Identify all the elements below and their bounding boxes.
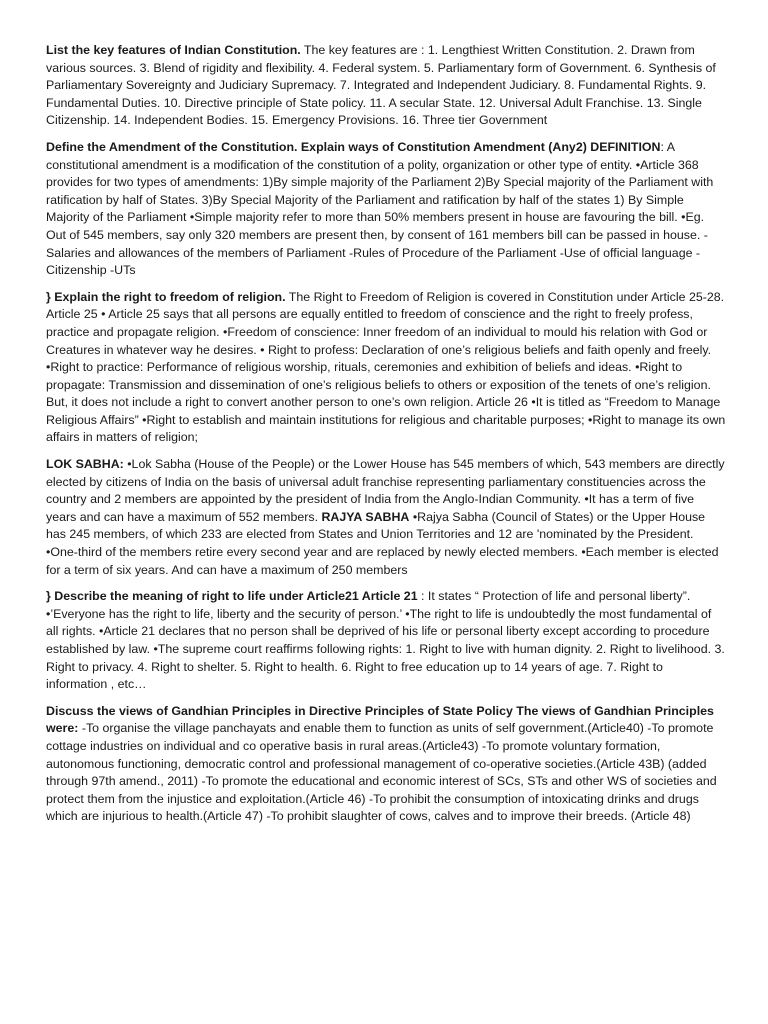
section-subheading: RAJYA SABHA xyxy=(321,509,410,524)
section-heading: Discuss the views of Gandhian Principles in Directive Principles of State Policy The views of Gandhian Principles were: xyxy=(46,703,714,736)
section-heading: } Explain the right to freedom of religion. xyxy=(46,289,286,304)
section-heading: LOK SABHA: xyxy=(46,457,124,472)
document-page xyxy=(46,42,726,835)
section-body: : A constitutional amendment is a modification of the constitution of a polity, organization or other type of entity. •Article 368 provides for two types of amendments: 1)By simple majority of the Parliament 2)By Special majority of the Parliament with ratification by half of States. 3)By Special Majority of the Parliament and ratification by half of the states 1) By Simple Majority of the Parliament •Simple majority refer to more than 50% members present in house are favouring the bill. •Eg. Out of 545 members, say only 320 members are present then, by consent of 161 members bill can be passed in house. -Salaries and allowances of the members of Parliament -Rules of Procedure of the Parliament -Use of official language -Citizenship -UTs xyxy=(46,139,714,278)
section-right-to-life xyxy=(46,588,726,694)
section-heading: Define the Amendment of the Constitution. Explain ways of Constitution Amendment (Any2) DEFINITION xyxy=(46,139,661,154)
section-body: The key features are : 1. Lengthiest Written Constitution. 2. Drawn from various sources. 3. Blend of rigidity and flexibility. 4. Federal system. 5. Parliamentary form of Government. 6. Synthesis of Parliamentary Sovereignty and Judiciary Supremacy. 7. Integrated and Independent Judiciary. 8. Fundamental Rights. 9. Fundamental Duties. 10. Directive principle of State policy. 11. A secular State. 12. Universal Adult Franchise. 13. Single Citizenship. 14. Independent Bodies. 15. Emergency Provisions. 16. Three tier Government xyxy=(46,43,716,128)
section-heading: List the key features of Indian Constitution. xyxy=(46,43,301,57)
section-body: The Right to Freedom of Religion is covered in Constitution under Article 25-28. Article 25 • Article 25 says that all persons are equally entitled to freedom of conscience and the right to freely profess, practice and propagate religion. •Freedom of conscience: Inner freedom of an individual to mould his relation with God or Creatures in whatever way he desires. • Right to profess: Declaration of one’s religious beliefs and faith openly and freely. •Right to practice: Performance of religious worship, rituals, ceremonies and exhibition of beliefs and ideas. •Right to propagate: Transmission and dissemination of one’s religious beliefs to others or exposition of the tenets of one’s religion. But, it does not include a right to convert another person to one’s own religion. Article 26 •It is titled as “Freedom to Manage Religious Affairs” •Right to establish and maintain institutions for religious and charitable purposes; •Right to manage its own affairs in matters of religion; xyxy=(46,289,726,445)
section-freedom-of-religion xyxy=(46,289,726,447)
section-body: •Lok Sabha (House of the People) or the Lower House has 545 members of which, 543 members are directly elected by citizens of India on the basis of universal adult franchise representing parliamentary constituencies across the country and 2 members are appointed by the president of India from the Anglo-Indian Community. •It has a term of five years and can have a maximum of 552 members. xyxy=(46,457,725,524)
section-lok-sabha-rajya-sabha xyxy=(46,456,726,579)
section-body: -To organise the village panchayats and enable them to function as units of self government.(Article40) -To promote cottage industries on individual and co operative basis in rural areas.(Article43) -To promote voluntary formation, autonomous functioning, democratic control and professional management of co-operative societies.(Article 43B) (added through 97th amend., 2011) -To promote the educational and economic interest of SCs, STs and other WS of societies and protect them from the injustice and exploitation.(Article 46) -To prohibit the consumption of intoxicating drinks and drugs which are injurious to health.(Article 47) -To prohibit slaughter of cows, calves and to improve their breeds. (Article 48) xyxy=(46,721,717,824)
section-heading: } Describe the meaning of right to life under Article21 Article 21 xyxy=(46,589,418,604)
section-gandhian-principles xyxy=(46,703,726,826)
section-body-continued: •Rajya Sabha (Council of States) or the Upper House has 245 members, of which 233 are elected from States and Union Territories and 12 are 'nominated by the President. •One-third of the members retire every second year and are replaced by newly elected members. •Each member is elected for a term of six years. And can have a maximum of 250 members xyxy=(46,509,719,577)
section-key-features xyxy=(46,42,726,130)
section-amendment xyxy=(46,139,726,280)
section-body: : It states “ Protection of life and personal liberty”. •’Everyone has the right to life, liberty and the security of person.’ •The right to life is undoubtedly the most fundamental of all rights. •Article 21 declares that no person shall be deprived of his life or personal liberty except according to procedure established by law. •The supreme court reaffirms following rights: 1. Right to live with human dignity. 2. Right to livelihood. 3. Right to privacy. 4. Right to shelter. 5. Right to health. 6. Right to free education up to 14 years of age. 7. Right to information , etc… xyxy=(46,589,725,692)
